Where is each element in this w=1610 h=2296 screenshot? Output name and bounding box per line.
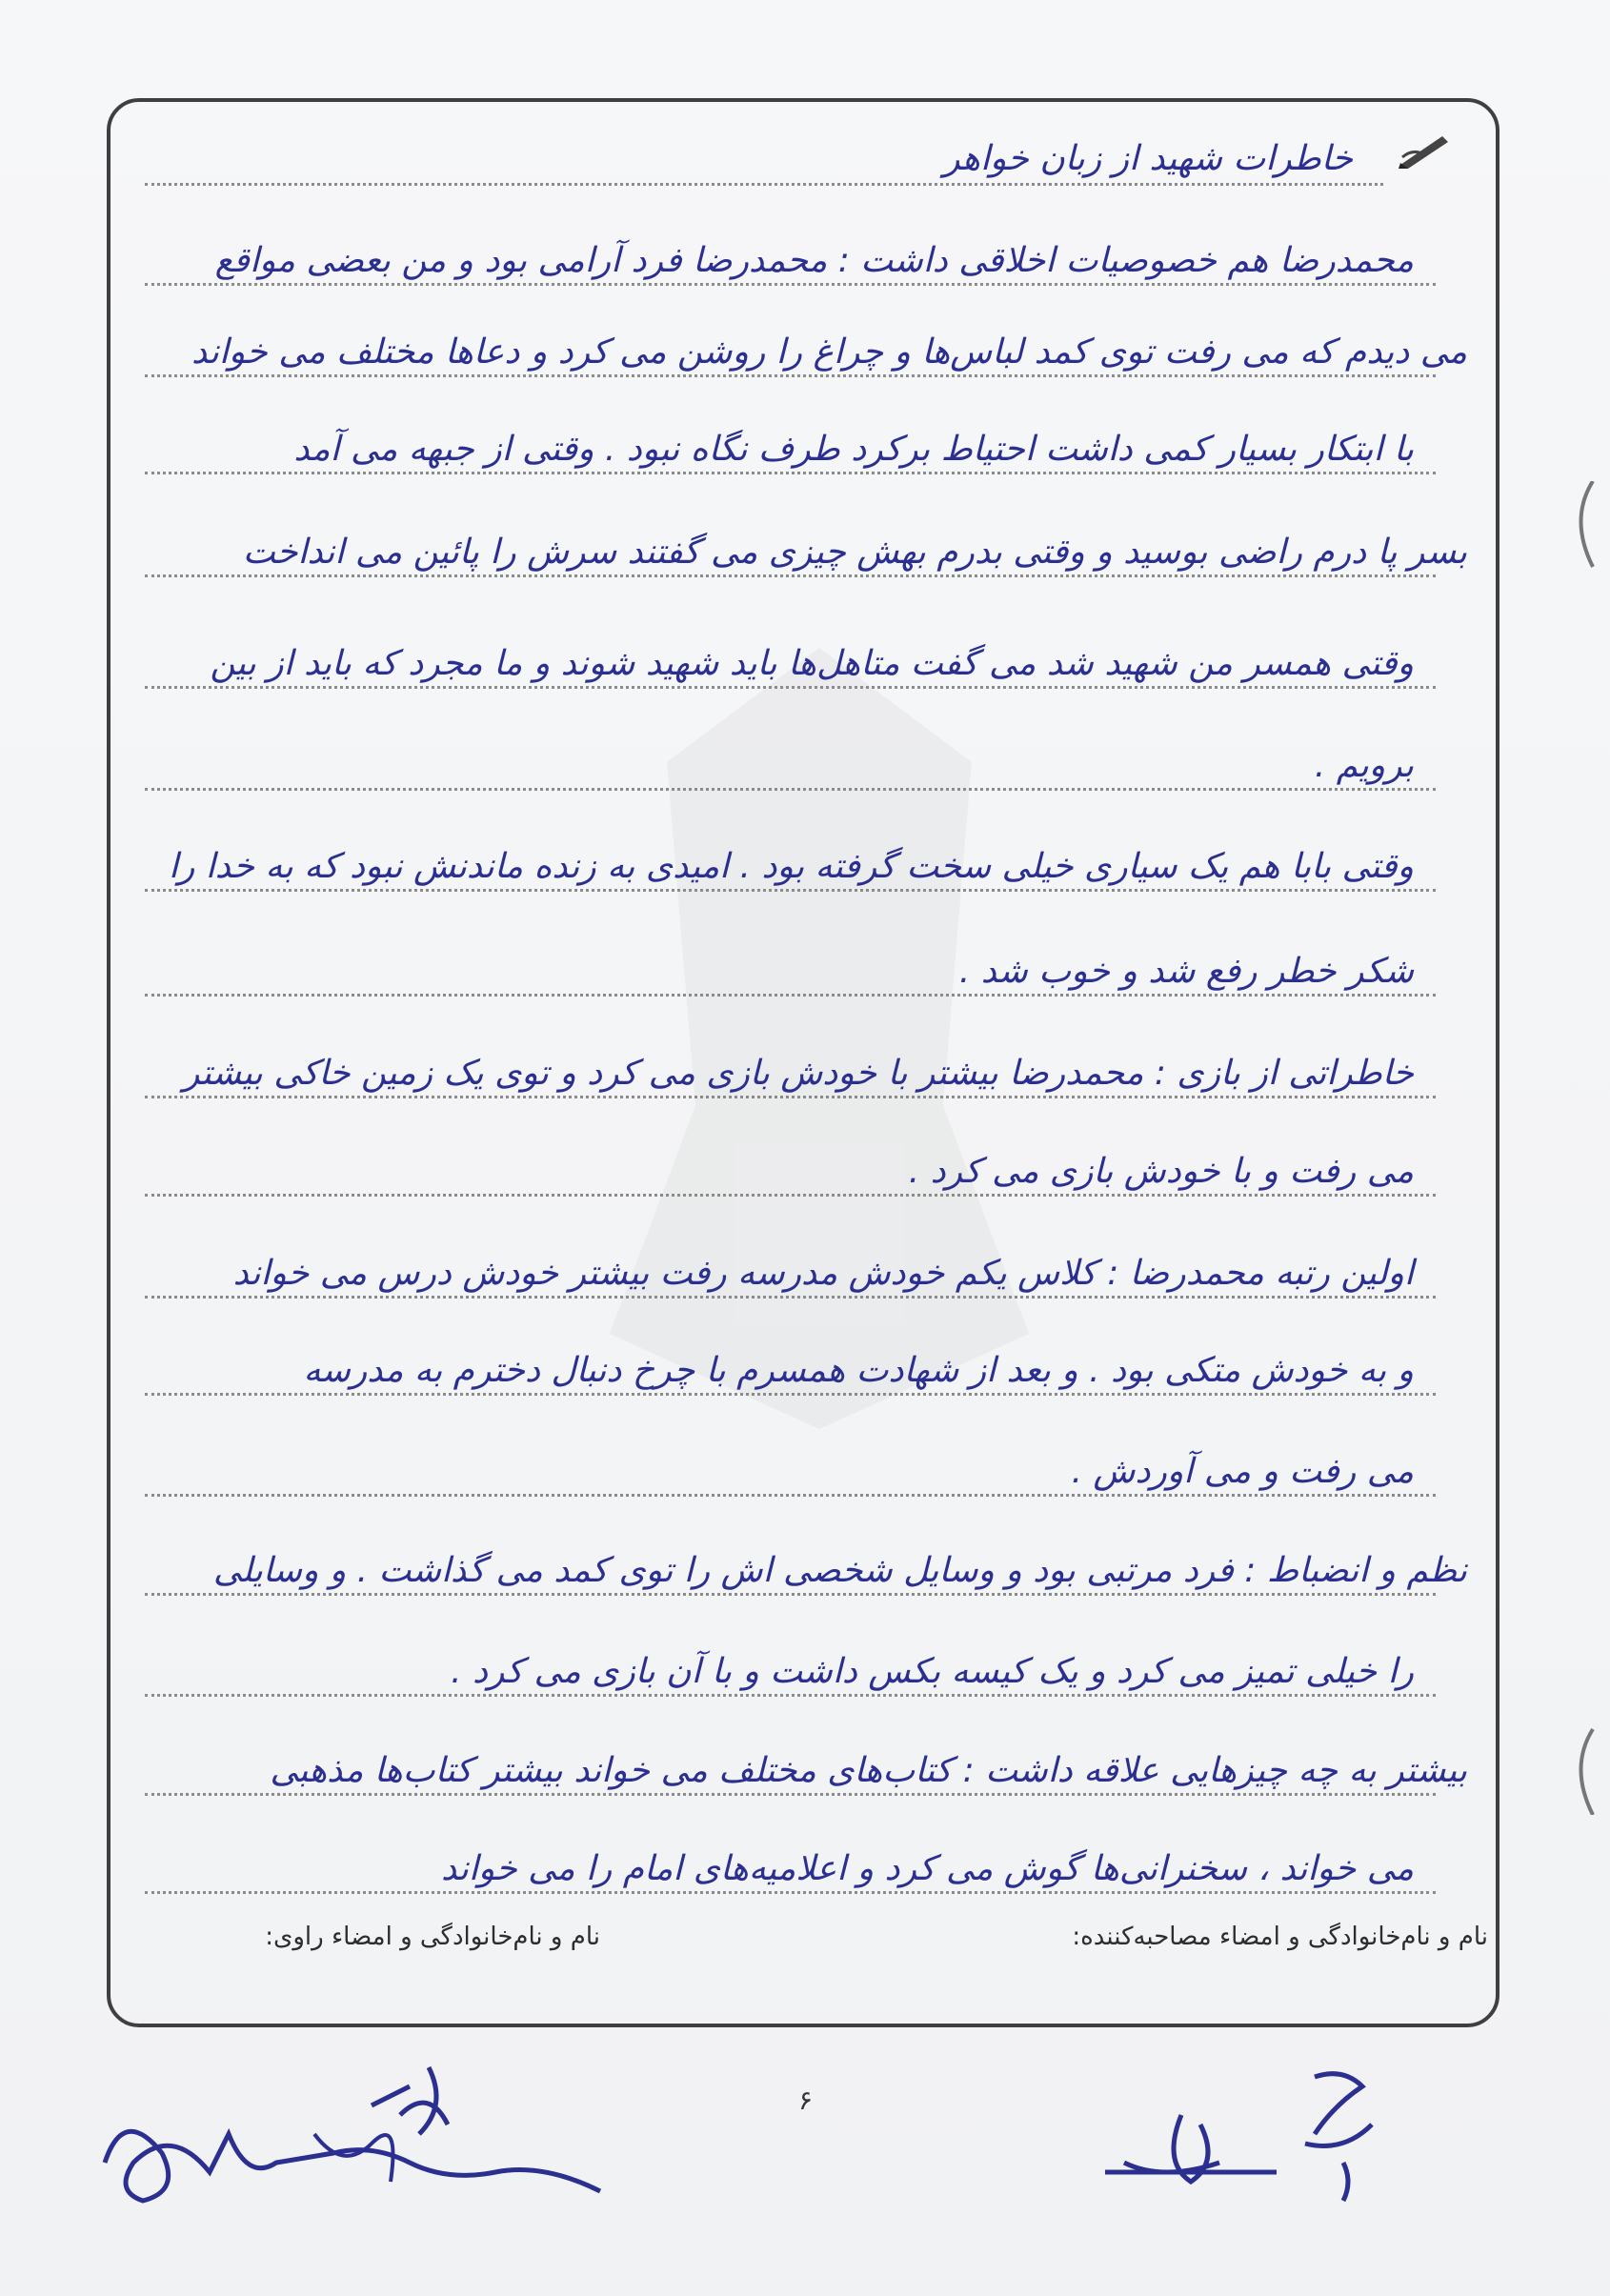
text-line: خاطراتی از بازی : محمدرضا بیشتر با خودش بازی می کرد و توی یک زمین خاکی بیشتر (183, 1054, 1414, 1093)
text-line: را خیلی تمیز می کرد و یک کیسه بکس داشت و با آن بازی می کرد . (451, 1652, 1414, 1691)
writing-rule (145, 183, 1383, 186)
text-line: نظم و انضباط : فرد مرتبی بود و وسایل شخصی اش را توی کمد می گذاشت . و وسایلی (212, 1551, 1467, 1590)
narrator-signature (86, 2048, 619, 2229)
writing-rule (145, 1891, 1436, 1894)
writing-rule (145, 1694, 1436, 1697)
interviewer-signature-label: نام و نام‌خانوادگی و امضاء مصاحبه‌کننده: (1072, 1923, 1488, 1951)
text-line: محمدرضا هم خصوصیات اخلاقی داشت : محمدرضا فرد آرامی بود و من بعضی مواقع (214, 241, 1414, 280)
text-line: بسر پا درم راضی بوسید و وقتی بدرم بهش چیزی می گفتند سرش را پائین می انداخت (242, 533, 1467, 572)
text-line: اولین رتبه محمدرضا : کلاس یکم خودش مدرسه رفت بیشتر خودش درس می خواند (232, 1254, 1414, 1293)
text-line: و به خودش متکی بود . و بعد از شهادت همسرم با چرخ دنبال دخترم به مدرسه (303, 1351, 1414, 1390)
text-line: شکر خطر رفع شد و خوب شد . (958, 952, 1414, 991)
writing-rule (145, 1793, 1436, 1796)
page-number: ۶ (798, 2085, 814, 2116)
text-line: برویم . (1314, 746, 1414, 785)
writing-rule (145, 1494, 1436, 1497)
writing-rule (145, 1393, 1436, 1396)
text-line: بیشتر به چه چیزهایی علاقه داشت : کتاب‌های مختلف می خواند بیشتر کتاب‌ها مذهبی (270, 1751, 1467, 1790)
text-line: وقتی بابا هم یک سیاری خیلی سخت گرفته بود . امیدی به زنده ماندنش نبود که به خدا را (168, 847, 1414, 886)
text-line: می دیدم که می رفت توی کمد لباس‌ها و چراغ را روشن می کرد و دعاها مختلف می خواند (191, 332, 1467, 372)
writing-rule (145, 374, 1436, 377)
writing-rule (145, 788, 1436, 791)
narrator-signature-label: نام و نام‌خانوادگی و امضاء راوی: (265, 1923, 600, 1951)
writing-rule (145, 1593, 1436, 1596)
writing-rule (145, 1296, 1436, 1299)
text-line: می خواند ، سخنرانی‌ها گوش می کرد و اعلامیه‌های امام را می خواند (440, 1849, 1414, 1888)
document-title: خاطرات شهید از زبان خواهر (943, 139, 1353, 178)
pen-writing-icon (1397, 129, 1452, 171)
binding-rings (1564, 481, 1602, 1815)
writing-rule (145, 283, 1436, 286)
text-line: می رفت و می آوردش . (1071, 1452, 1414, 1491)
writing-rule (145, 472, 1436, 474)
text-line: با ابتکار بسیار کمی داشت احتیاط برکرد طرف نگاه نبود . وقتی از جبهه می آمد (293, 430, 1414, 469)
writing-rule (145, 1194, 1436, 1197)
text-line: وقتی همسر من شهید شد می گفت متاهل‌ها باید شهید شوند و ما مجرد که باید از بین (210, 644, 1414, 683)
text-line: می رفت و با خودش بازی می کرد . (908, 1152, 1414, 1191)
writing-rule (145, 889, 1436, 892)
writing-rule (145, 1096, 1436, 1098)
writing-rule (145, 574, 1436, 577)
writing-rule (145, 686, 1436, 689)
writing-rule (145, 994, 1436, 997)
interviewer-signature (1086, 2048, 1429, 2210)
